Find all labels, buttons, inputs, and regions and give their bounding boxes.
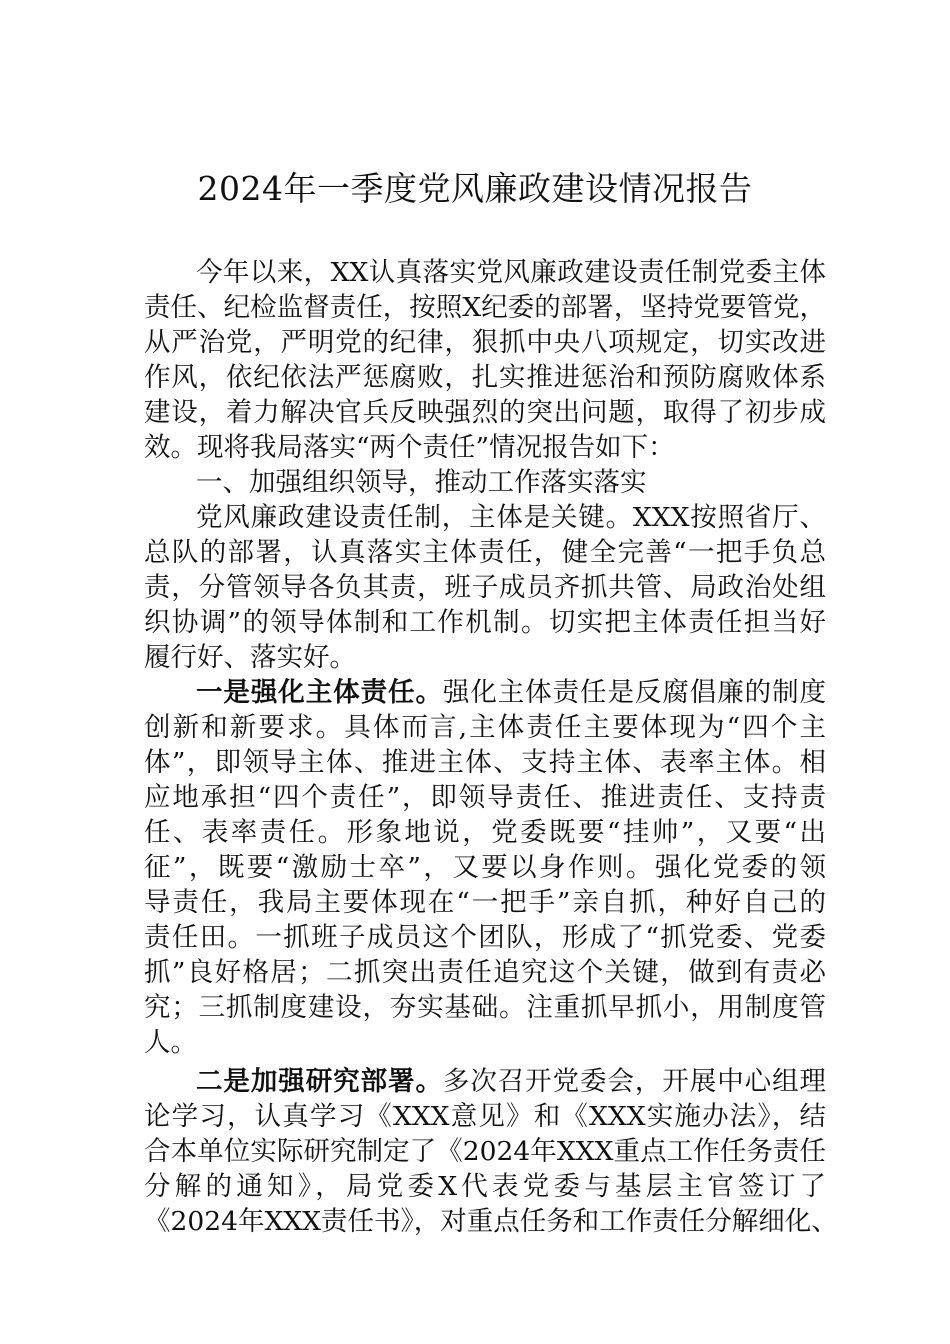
paragraph-3-line-6: 征”，既要“激励士卒”，又要以身作则。强化党委的领 <box>144 852 826 883</box>
paragraph-4-line-1-text: 多次召开党委会，开展中心组理 <box>442 1066 827 1097</box>
paragraph-1-line-2: 责任、纪检监督责任，按照X纪委的部署，坚持党要管党， <box>144 292 826 323</box>
paragraph-4-lead: 二是加强研究部署。 <box>196 1066 443 1097</box>
document-body <box>144 255 838 1239</box>
paragraph-3-line-7: 导责任，我局主要体现在“一把手”亲自抓，种好自己的 <box>144 887 826 918</box>
paragraph-3-line-1 <box>144 675 826 710</box>
document-title: 2024年一季度党风廉政建设情况报告 <box>197 169 753 208</box>
paragraph-1-line-3: 从严治党，严明党的纪律，狠抓中央八项规定，切实改进 <box>144 327 826 358</box>
paragraph-1-line-6: 效。现将我局落实“两个责任”情况报告如下： <box>144 432 675 463</box>
paragraph-4-line-4: 分解的通知》，局党委X代表党委与基层主官签订了 <box>144 1171 826 1202</box>
paragraph-3-line-3: 体”，即领导主体、推进主体、支持主体、表率主体。相 <box>144 747 826 778</box>
paragraph-1-line-1: 今年以来，XX认真落实党风廉政建设责任制党委主体 <box>196 257 826 288</box>
paragraph-3-lead: 一是强化主体责任。 <box>196 677 443 708</box>
paragraph-4-line-2: 论学习，认真学习《XXX意见》和《XXX实施办法》，结 <box>144 1101 826 1132</box>
paragraph-3-line-8: 责任田。一抓班子成员这个团队，形成了“抓党委、党委 <box>144 922 826 953</box>
paragraph-4-line-3: 合本单位实际研究制定了《2024年XXX重点工作任务责任 <box>144 1136 826 1167</box>
paragraph-4-line-1 <box>144 1064 826 1099</box>
paragraph-1-line-5: 建设，着力解决官兵反映强烈的突出问题，取得了初步成 <box>144 397 826 428</box>
paragraph-3-line-2: 创新和新要求。具体而言,主体责任主要体现为“四个主 <box>144 712 826 743</box>
paragraph-2-line-1: 党风廉政建设责任制，主体是关键。XXX按照省厅、 <box>196 502 826 533</box>
paragraph-1-line-4: 作风，依纪依法严惩腐败，扎实推进惩治和预防腐败体系 <box>144 362 826 393</box>
paragraph-2-line-3: 责，分管领导各负其责，班子成员齐抓共管、局政治处组 <box>144 572 826 603</box>
paragraph-2-line-5: 履行好、落实好。 <box>144 642 356 673</box>
paragraph-2-line-4: 织协调”的领导体制和工作机制。切实把主体责任担当好 <box>144 607 826 638</box>
paragraph-3-line-9: 抓”良好格居；二抓突出责任追究这个关键，做到有责必 <box>144 957 826 988</box>
paragraph-3-line-4: 应地承担“四个责任”，即领导责任、推进责任、支持责 <box>144 782 826 813</box>
paragraph-3-line-11: 人。 <box>144 1027 197 1058</box>
paragraph-3-line-5: 任、表率责任。形象地说，党委既要“挂帅”，又要“出 <box>144 817 826 848</box>
paragraph-2-line-2: 总队的部署，认真落实主体责任，健全完善“一把手负总 <box>144 537 826 568</box>
paragraph-3-line-10: 究；三抓制度建设，夯实基础。注重抓早抓小，用制度管 <box>144 992 826 1023</box>
section-heading-1: 一、加强组织领导，推动工作落实落实 <box>196 467 647 498</box>
paragraph-3-line-1-text: 强化主体责任是反腐倡廉的制度 <box>442 677 827 708</box>
paragraph-4-line-5: 《2024年XXX责任书》，对重点任务和工作责任分解细化、 <box>144 1206 838 1237</box>
